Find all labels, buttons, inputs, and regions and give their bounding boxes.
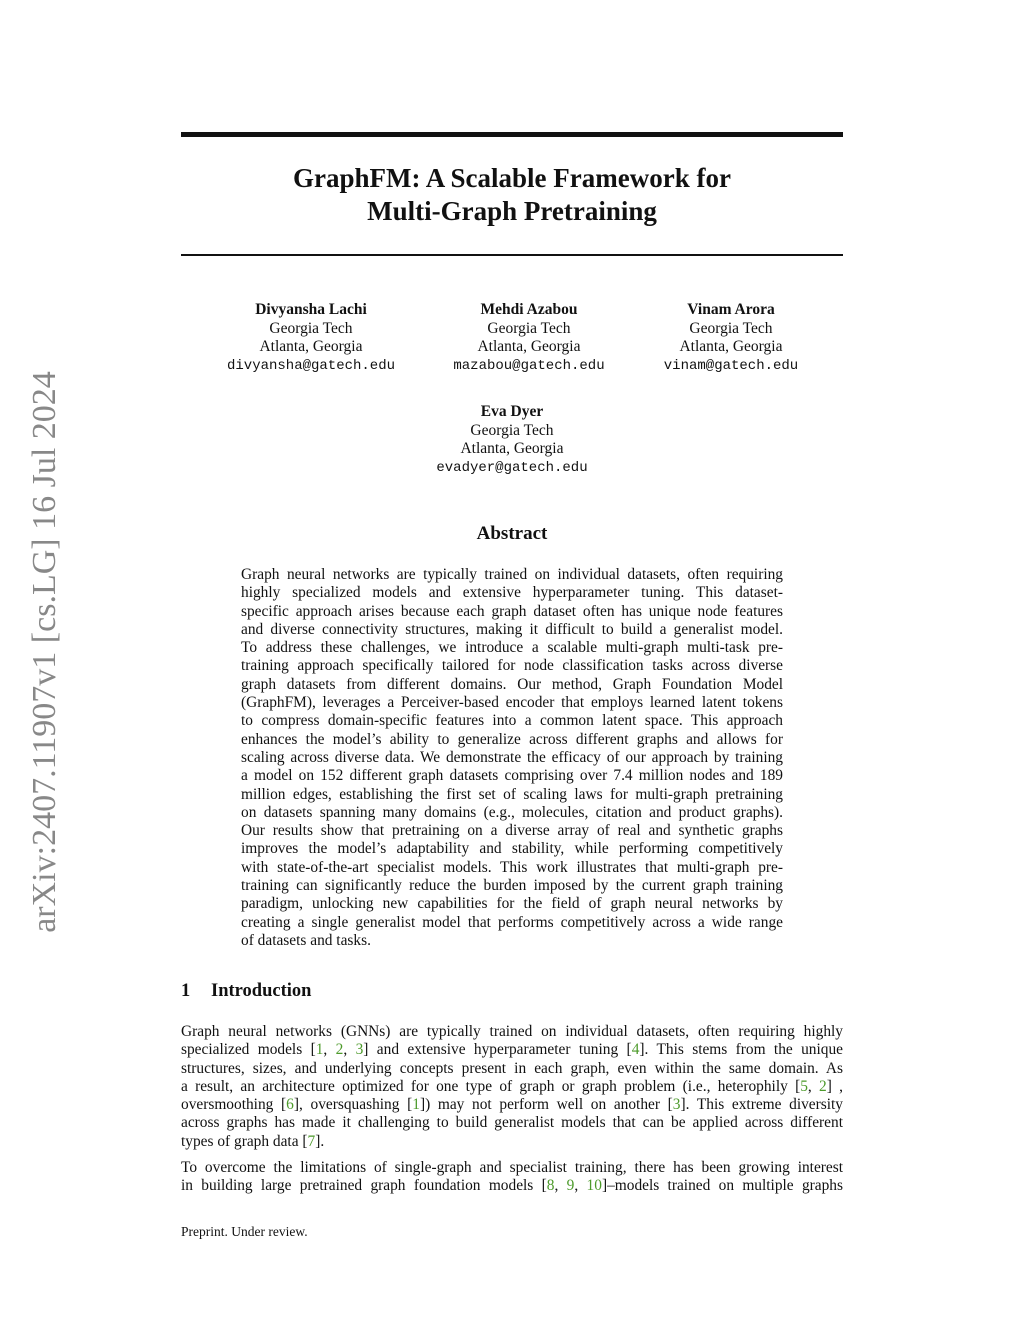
citation-link[interactable]: 2 bbox=[819, 1077, 827, 1095]
citation-link[interactable]: 1 bbox=[412, 1096, 420, 1114]
text-line: in building large pretrained graph foundation models [8, 9, 10]–models trained on multiple graphs bbox=[181, 1177, 843, 1195]
footer-note: Preprint. Under review. bbox=[181, 1224, 308, 1239]
text-line: specialized models [1, 2, 3] and extensive hyperparameter tuning [4]. This stems from the unique bbox=[181, 1041, 843, 1059]
author-block bbox=[392, 403, 632, 477]
text-line: To overcome the limitations of single-graph and specialist training, there has been growing interest bbox=[181, 1159, 843, 1176]
text-line: a model on 152 different graph datasets comprising over 7.4 million nodes and 189 bbox=[241, 767, 783, 785]
author-email[interactable]: vinam@gatech.edu bbox=[663, 357, 799, 374]
citation-link[interactable]: 10 bbox=[586, 1177, 602, 1195]
text-line: scaling across diverse data. We demonstrate the efficacy of our approach by training bbox=[241, 748, 783, 766]
author-email[interactable]: evadyer@gatech.edu bbox=[436, 459, 588, 476]
author-name: Mehdi Azabou bbox=[480, 301, 578, 318]
author-affiliation: Georgia Tech bbox=[689, 319, 773, 337]
text-line: To address these challenges, we introduce a scalable multi-graph multi-task pre- bbox=[241, 639, 783, 657]
author-location: Atlanta, Georgia bbox=[460, 440, 564, 457]
text-line: million edges, establishing the first set of scaling laws for multi-graph pretraining bbox=[241, 785, 783, 803]
text-line: of datasets and tasks. bbox=[241, 931, 371, 949]
section-title: Introduction bbox=[211, 981, 312, 1001]
citation-link[interactable]: 8 bbox=[546, 1177, 555, 1195]
title-line-1: GraphFM: A Scalable Framework for bbox=[293, 163, 731, 193]
text-line: structures, sizes, and underlying concepts present in each graph, even within the same domain. As bbox=[181, 1059, 843, 1077]
text-line: to compress domain-specific features into a common latent space. This approach bbox=[241, 712, 783, 730]
text-line: paradigm, unlocking new capabilities for the field of graph neural networks by bbox=[241, 895, 783, 913]
author-name: Eva Dyer bbox=[480, 403, 544, 420]
citation-link[interactable]: 4 bbox=[631, 1041, 640, 1059]
text-line: and diverse connectivity structures, making it difficult to build a generalist model. bbox=[241, 620, 783, 638]
author-location: Atlanta, Georgia bbox=[259, 338, 363, 355]
intro-paragraph bbox=[181, 1023, 843, 1151]
author-location: Atlanta, Georgia bbox=[679, 338, 783, 355]
text-line: training approach specifically tailored for node classification tasks across diverse bbox=[241, 657, 783, 675]
title-top-rule bbox=[181, 132, 843, 137]
text-line: Graph neural networks (GNNs) are typically trained on individual datasets, often requiring highly bbox=[181, 1023, 843, 1040]
title-bottom-rule bbox=[181, 254, 843, 256]
text-line: (GraphFM), leverages a Perceiver-based encoder that employs learned latent tokens bbox=[241, 694, 783, 712]
abstract-body bbox=[241, 566, 783, 950]
section-heading-introduction bbox=[181, 981, 311, 1002]
author-affiliation: Georgia Tech bbox=[487, 319, 571, 337]
text-line: across graphs has made it challenging to build generalist models that can be applied across different bbox=[181, 1114, 843, 1132]
citation-link[interactable]: 3 bbox=[355, 1041, 364, 1059]
author-block bbox=[191, 301, 431, 375]
text-line: oversmoothing [6], oversquashing [1]) may not perform well on another [3]. This extreme diversity bbox=[181, 1096, 843, 1114]
text-line: on datasets spanning many domains (e.g., molecules, citation and product graphs). bbox=[241, 803, 783, 821]
author-name: Divyansha Lachi bbox=[255, 301, 367, 318]
text-line: specific approach arises because each graph dataset often has unique node features bbox=[241, 602, 783, 620]
author-email[interactable]: divyansha@gatech.edu bbox=[226, 357, 396, 374]
citation-link[interactable]: 1 bbox=[315, 1041, 324, 1059]
citation-link[interactable]: 7 bbox=[307, 1132, 316, 1150]
author-name: Vinam Arora bbox=[687, 301, 775, 318]
title-line-2: Multi-Graph Pretraining bbox=[367, 196, 657, 226]
text-line: improves the model’s adaptability and stability, while performing competitively bbox=[241, 840, 783, 858]
author-affiliation: Georgia Tech bbox=[269, 319, 353, 337]
text-line: graph datasets from different domains. Our method, Graph Foundation Model bbox=[241, 675, 783, 693]
text-line: training can significantly reduce the burden imposed by the current graph training bbox=[241, 877, 783, 895]
text-line: enhances the model’s ability to generalize across different graphs and allows for bbox=[241, 730, 783, 748]
text-line: Our results show that pretraining on a diverse array of real and synthetic graphs bbox=[241, 822, 783, 840]
text-line: creating a single generalist model that performs competitively across a wide range bbox=[241, 913, 783, 931]
text-line: types of graph data [7]. bbox=[181, 1132, 325, 1150]
author-affiliation: Georgia Tech bbox=[470, 421, 554, 439]
paper-title bbox=[181, 162, 843, 228]
citation-link[interactable]: 5 bbox=[800, 1077, 808, 1095]
author-block bbox=[611, 301, 851, 375]
citation-link[interactable]: 6 bbox=[286, 1096, 294, 1114]
abstract-heading: Abstract bbox=[476, 523, 548, 544]
section-number: 1 bbox=[181, 981, 191, 1001]
arxiv-identifier-stamp: arXiv:2407.11907v1 [cs.LG] 16 Jul 2024 bbox=[26, 371, 63, 933]
text-line: highly specialized models and extensive hyperparameter tuning. This dataset- bbox=[241, 584, 783, 602]
citation-link[interactable]: 3 bbox=[672, 1096, 681, 1114]
text-line: Graph neural networks are typically trained on individual datasets, often requiring bbox=[241, 566, 783, 583]
text-line: with state-of-the-art specialist models. This work illustrates that multi-graph pre- bbox=[241, 858, 783, 876]
text-line: a result, an architecture optimized for one type of graph or graph problem (i.e., heterophily [5, 2] , bbox=[181, 1077, 844, 1095]
author-email[interactable]: mazabou@gatech.edu bbox=[453, 357, 605, 374]
citation-link[interactable]: 2 bbox=[335, 1041, 344, 1059]
citation-link[interactable]: 9 bbox=[566, 1177, 575, 1195]
author-location: Atlanta, Georgia bbox=[477, 338, 581, 355]
intro-paragraph bbox=[181, 1159, 843, 1196]
